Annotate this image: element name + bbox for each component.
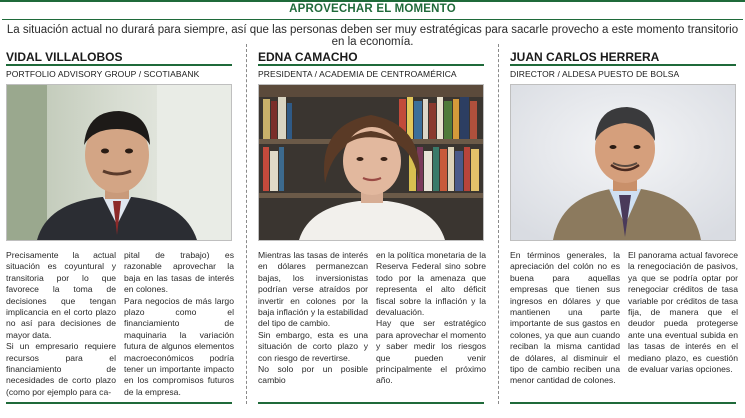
paragraph: En términos generales, la apreciación del colón no es buena para aquellas empresas que tienen sus ingresos en dólares y que mantienen una parte importante de sus gastos en colones, ya que aun cuando reciban la misma cantidad de dólares, al disminuir el tipo de cambio reciben una menor cantidad de colones. bbox=[510, 250, 620, 386]
article-text-right bbox=[628, 250, 738, 375]
paragraph: Hay que ser estratégico para aprovechar el momento y saber medir los riesgos que pueden venir principalmente el próximo año. bbox=[376, 318, 486, 386]
paragraph: Precisamente la actual situación es coyuntural y transitoria por lo que favorece la toma de decisiones que tengan implicancia en el corto plazo no así para decisiones de mayor data. bbox=[6, 250, 116, 340]
header-rule bbox=[2, 19, 743, 20]
portrait-photo bbox=[6, 84, 232, 241]
paragraph: Mientras las tasas de interés en dólares permanezcan bajas, los inversionistas podrían verse atraídos por invertir en colones por la baja inflación y la estabilidad del tipo de cambio. bbox=[258, 250, 368, 329]
article-text-right bbox=[376, 250, 486, 387]
profile-column-edna-camacho bbox=[258, 42, 486, 418]
name-rule bbox=[6, 64, 232, 66]
paragraph: Si un empresario requiere recursos para el financiamiento de necesidades de corto plazo (como por ejemplo para ca- bbox=[6, 341, 116, 397]
person-role: DIRECTOR / ALDESA PUESTO DE BOLSA bbox=[510, 69, 680, 79]
footer-rule bbox=[6, 402, 232, 404]
profile-column-juan-carlos-herrera bbox=[510, 42, 738, 418]
footer-rule bbox=[510, 402, 736, 404]
portrait-illustration bbox=[7, 85, 231, 240]
person-name: JUAN CARLOS HERRERA bbox=[510, 50, 660, 64]
column-divider bbox=[246, 44, 247, 404]
paragraph: pital de trabajo) es razonable aprovechar la baja en las tasas de interés en colones. bbox=[124, 250, 234, 295]
article-text-right bbox=[124, 250, 234, 398]
top-rule bbox=[0, 0, 745, 2]
portrait-photo bbox=[510, 84, 736, 241]
person-role: PORTFOLIO ADVISORY GROUP / SCOTIABANK bbox=[6, 69, 200, 79]
paragraph: Sin embargo, esta es una situación de corto plazo y con riesgo de revertirse. bbox=[258, 329, 368, 363]
portrait-illustration bbox=[511, 85, 735, 240]
section-title: APROVECHAR EL MOMENTO bbox=[289, 3, 456, 15]
article-text-left bbox=[6, 250, 116, 398]
person-name: EDNA CAMACHO bbox=[258, 50, 358, 64]
portrait-illustration bbox=[259, 85, 483, 240]
article-text-left bbox=[510, 250, 620, 387]
paragraph: en la política monetaria de la Reserva Federal sino sobre todo por la amenaza que representa el alto déficit fiscal sobre la inflación y la devaluación. bbox=[376, 250, 486, 318]
paragraph: Para negocios de más largo plazo como el financiamiento de maquinaria la variación futura de algunos elementos macroeconómicos podría tener un importante impacto en los compromisos futuros de la empresa. bbox=[124, 295, 234, 397]
footer-rule bbox=[258, 402, 484, 404]
paragraph: No solo por un posible cambio bbox=[258, 364, 368, 386]
profile-column-vidal-villalobos bbox=[6, 42, 234, 418]
name-rule bbox=[258, 64, 484, 66]
paragraph: El panorama actual favorece la renegociación de pasivos, ya que se podría optar por renegociar créditos de tasa variable por créditos de tasa fija, de manera que el deudor pueda protegerse ante una eventual subida en las tasas de interés en el mediano plazo, es cuestión de evaluar varias opciones. bbox=[628, 250, 738, 375]
article-text-left bbox=[258, 250, 368, 387]
person-role: PRESIDENTA / ACADEMIA DE CENTROAMÉRICA bbox=[258, 69, 457, 79]
name-rule bbox=[510, 64, 736, 66]
intro-text: La situación actual no durará para siempre, así que las personas deben ser muy estratégicas para sacarle provecho a este momento transitorio en la economía. bbox=[6, 24, 739, 48]
column-divider bbox=[498, 44, 499, 404]
person-name: VIDAL VILLALOBOS bbox=[6, 50, 123, 64]
portrait-photo bbox=[258, 84, 484, 241]
